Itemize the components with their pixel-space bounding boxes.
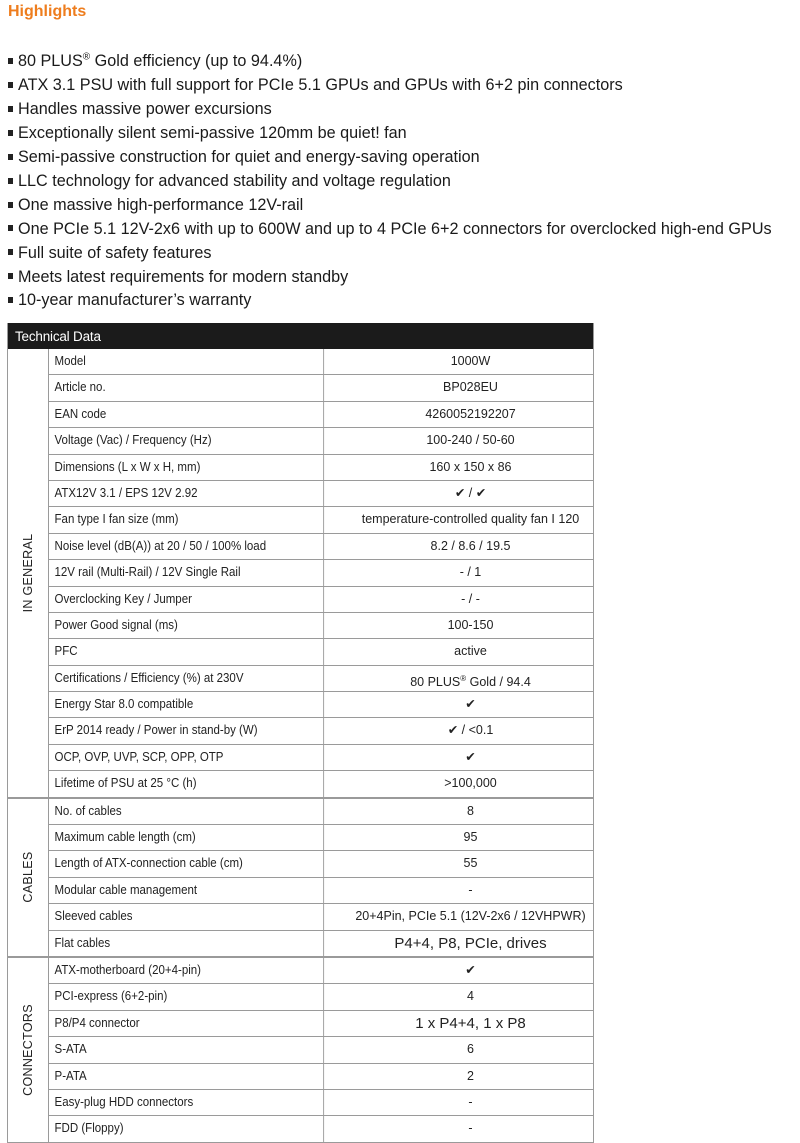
- spec-value: 8: [467, 803, 474, 818]
- highlight-item: [8, 266, 772, 290]
- bullet-icon: [8, 130, 13, 136]
- table-row: [49, 613, 593, 639]
- section-label-text: IN GENERAL: [21, 533, 35, 613]
- highlight-text: One PCIe 5.1 12V-2x6 with up to 600W and up to 4 PCIe 6+2 connectors for overclocked high-end GPUs: [18, 219, 772, 238]
- highlights-heading: Highlights: [8, 3, 87, 20]
- table-row: [49, 904, 593, 930]
- highlight-text: Meets latest requirements for modern standby: [18, 267, 349, 286]
- table-row: [49, 878, 593, 904]
- spec-label: ATX12V 3.1 / EPS 12V 2.92: [49, 481, 324, 506]
- highlight-item: [8, 98, 772, 122]
- spec-label: Length of ATX-connection cable (cm): [49, 851, 324, 876]
- spec-label: Maximum cable length (cm): [49, 825, 324, 850]
- highlight-text: Semi-passive construction for quiet and energy-saving operation: [18, 148, 480, 167]
- spec-value: - / 1: [459, 565, 482, 580]
- table-row: [49, 428, 593, 454]
- highlight-text: 10-year manufacturer’s warranty: [18, 291, 252, 310]
- table-row: [49, 718, 593, 744]
- technical-data-title: Technical Data: [8, 323, 593, 349]
- highlights-list: [8, 46, 772, 313]
- spec-value: temperature-controlled quality fan I 120: [361, 512, 580, 527]
- spec-value: P4+4, P8, PCIe, drives: [394, 934, 547, 952]
- bullet-icon: [8, 249, 13, 255]
- spec-label: No. of cables: [49, 799, 324, 824]
- highlight-text: ATX 3.1 PSU with full support for PCIe 5.1 GPUs and GPUs with 6+2 pin connectors: [18, 76, 623, 95]
- spec-label: OCP, OVP, UVP, SCP, OPP, OTP: [49, 745, 324, 770]
- spec-label: Dimensions (L x W x H, mm): [49, 455, 324, 480]
- spec-label: FDD (Floppy): [49, 1116, 324, 1141]
- highlight-item: [8, 218, 772, 242]
- spec-label: Energy Star 8.0 compatible: [49, 692, 324, 717]
- section-label: [8, 799, 49, 956]
- spec-label: Sleeved cables: [49, 904, 324, 929]
- spec-label: 12V rail (Multi-Rail) / 12V Single Rail: [49, 560, 324, 585]
- spec-value: 20+4Pin, PCIe 5.1 (12V-2x6 / 12VHPWR): [355, 909, 586, 924]
- highlight-item: [8, 122, 772, 146]
- bullet-icon: [8, 297, 13, 303]
- spec-label: Modular cable management: [49, 878, 324, 903]
- table-row: [49, 507, 593, 533]
- spec-label: Easy-plug HDD connectors: [49, 1090, 324, 1115]
- table-row: [49, 534, 593, 560]
- spec-value: 1000W: [450, 354, 491, 368]
- section-in-general: [8, 349, 593, 799]
- table-row: [49, 375, 593, 401]
- technical-data-table: [7, 323, 594, 1143]
- bullet-icon: [8, 202, 13, 208]
- spec-value: 4: [467, 989, 474, 1004]
- bullet-icon: [8, 106, 13, 112]
- spec-value: ✔: [465, 697, 476, 712]
- highlight-text: Handles massive power excursions: [18, 100, 272, 119]
- spec-label: ErP 2014 ready / Power in stand-by (W): [49, 718, 324, 743]
- highlight-text: One massive high-performance 12V-rail: [18, 195, 304, 214]
- table-row: [49, 984, 593, 1010]
- spec-value: ✔ / ✔: [454, 485, 487, 500]
- spec-label: Article no.: [49, 375, 324, 400]
- spec-value: 100-150: [447, 617, 494, 632]
- table-row: [49, 958, 593, 984]
- highlight-text: LLC technology for advanced stability and voltage regulation: [18, 171, 451, 190]
- spec-value: ✔: [465, 962, 476, 977]
- spec-label: P8/P4 connector: [49, 1011, 324, 1036]
- section-rows: [49, 799, 593, 956]
- table-row: [49, 931, 593, 956]
- spec-label: S-ATA: [49, 1037, 324, 1062]
- spec-label: Noise level (dB(A)) at 20 / 50 / 100% load: [49, 534, 324, 559]
- spec-label: Overclocking Key / Jumper: [49, 587, 324, 612]
- spec-label: Flat cables: [49, 931, 324, 956]
- highlight-item: [8, 289, 772, 313]
- table-row: [49, 455, 593, 481]
- section-label: [8, 349, 49, 797]
- section-connectors: [8, 958, 593, 1142]
- spec-value: 55: [463, 856, 478, 871]
- table-row: [49, 639, 593, 665]
- table-row: [49, 349, 593, 375]
- spec-value: 2: [467, 1068, 474, 1083]
- spec-value: 4260052192207: [425, 406, 516, 421]
- spec-value: - / -: [461, 591, 480, 606]
- highlight-item: [8, 242, 772, 266]
- bullet-icon: [8, 82, 13, 88]
- spec-value: ✔: [465, 749, 476, 764]
- bullet-icon: [8, 273, 13, 279]
- spec-value: ✔ / <0.1: [447, 723, 494, 738]
- bullet-icon: [8, 58, 13, 64]
- spec-label: Power Good signal (ms): [49, 613, 324, 638]
- spec-value: active: [454, 644, 487, 659]
- spec-value: 8.2 / 8.6 / 19.5: [430, 538, 511, 553]
- table-row: [49, 1116, 593, 1141]
- table-row: [49, 692, 593, 718]
- section-label-text: CONNECTORS: [21, 1004, 35, 1096]
- table-row: [49, 481, 593, 507]
- spec-label: Model: [49, 349, 324, 374]
- spec-value: -: [468, 882, 473, 897]
- bullet-icon: [8, 225, 13, 231]
- spec-label: PFC: [49, 639, 324, 664]
- highlight-item: [8, 170, 772, 194]
- bullet-icon: [8, 178, 13, 184]
- spec-value: 100-240 / 50-60: [426, 433, 515, 448]
- spec-label: ATX-motherboard (20+4-pin): [49, 958, 324, 983]
- spec-value: 1 x P4+4, 1 x P8: [415, 1014, 526, 1032]
- table-row: [49, 666, 593, 692]
- spec-value: 6: [467, 1042, 474, 1057]
- table-row: [49, 1037, 593, 1063]
- bullet-icon: [8, 154, 13, 160]
- table-row: [49, 825, 593, 851]
- table-row: [49, 1090, 593, 1116]
- highlight-item: [8, 194, 772, 218]
- spec-value: -: [468, 1121, 473, 1136]
- table-row: [49, 1011, 593, 1037]
- table-row: [49, 402, 593, 428]
- section-label: [8, 958, 49, 1142]
- spec-value: 95: [463, 830, 478, 845]
- spec-value: BP028EU: [443, 380, 498, 395]
- spec-label: Voltage (Vac) / Frequency (Hz): [49, 428, 324, 453]
- spec-label: PCI-express (6+2-pin): [49, 984, 324, 1009]
- spec-value: 80 PLUS® Gold / 94.4: [410, 673, 531, 689]
- spec-label: Lifetime of PSU at 25 °C (h): [49, 771, 324, 796]
- spec-value: -: [468, 1094, 473, 1109]
- table-row: [49, 560, 593, 586]
- spec-label: P-ATA: [49, 1064, 324, 1089]
- table-row: [49, 1064, 593, 1090]
- table-row: [49, 587, 593, 613]
- highlight-item: [8, 146, 772, 170]
- section-cables: [8, 799, 593, 958]
- spec-value: 160 x 150 x 86: [429, 459, 512, 474]
- table-row: [49, 771, 593, 796]
- section-label-text: CABLES: [21, 851, 35, 903]
- spec-label: EAN code: [49, 402, 324, 427]
- highlight-text: Full suite of safety features: [18, 243, 212, 262]
- table-row: [49, 851, 593, 877]
- spec-value: >100,000: [444, 776, 497, 791]
- highlight-item: [8, 74, 772, 98]
- technical-data-sections: [8, 349, 593, 1142]
- highlight-text: Exceptionally silent semi-passive 120mm be quiet! fan: [18, 124, 407, 143]
- highlight-item: [8, 46, 772, 74]
- table-row: [49, 799, 593, 825]
- spec-label: Fan type I fan size (mm): [49, 507, 324, 532]
- section-rows: [49, 958, 593, 1142]
- section-rows: [49, 349, 593, 797]
- highlight-text: 80 PLUS® Gold efficiency (up to 94.4%): [18, 52, 303, 71]
- table-row: [49, 745, 593, 771]
- spec-label: Certifications / Efficiency (%) at 230V: [49, 666, 324, 691]
